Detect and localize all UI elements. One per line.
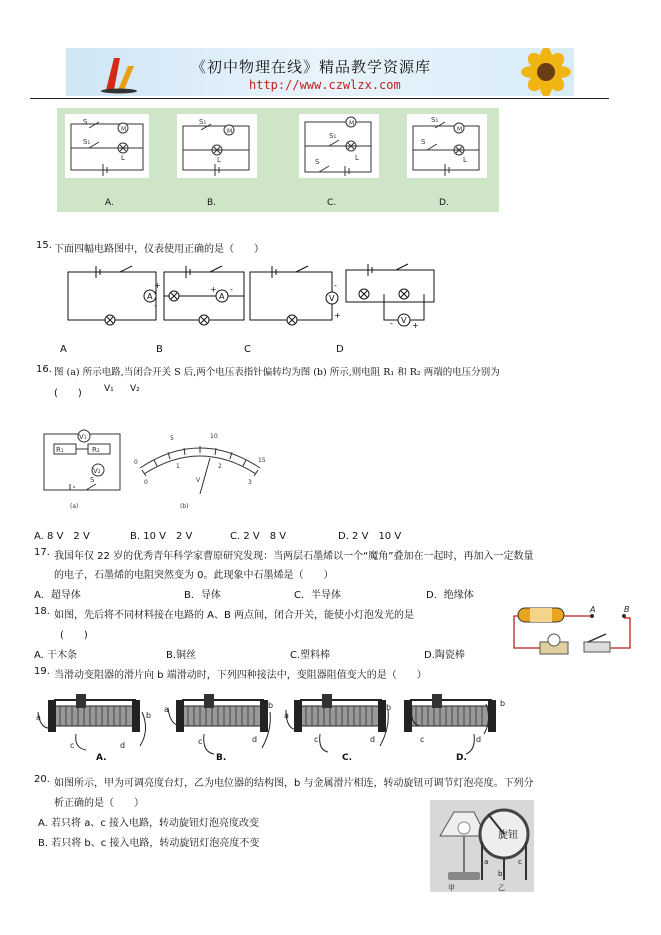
svg-text:d: d	[120, 741, 126, 750]
q15-option-d[interactable]: D	[336, 344, 344, 355]
svg-text:b: b	[498, 870, 503, 878]
svg-text:0: 0	[134, 459, 138, 466]
q18-option-c[interactable]: C.塑料棒	[290, 650, 331, 661]
svg-text:0: 0	[144, 479, 148, 486]
q16-v2: V₂	[130, 384, 140, 394]
q17-number: 17.	[34, 547, 50, 558]
svg-text:b: b	[146, 711, 152, 720]
svg-text:M: M	[121, 126, 127, 133]
q14-circuit-b	[177, 114, 257, 178]
svg-text:c: c	[70, 741, 75, 750]
svg-text:A: A	[590, 605, 596, 614]
q16-number: 16.	[36, 364, 52, 375]
q16-option-b[interactable]: B. 10 V 2 V	[130, 531, 193, 542]
q15-option-a[interactable]: A	[60, 344, 67, 355]
q15-number: 15.	[36, 240, 52, 251]
svg-text:L: L	[463, 156, 467, 164]
q16-v1: V₁	[104, 384, 114, 394]
header-banner	[66, 48, 574, 96]
svg-text:V: V	[401, 316, 407, 325]
q20-option-b[interactable]: B. 若只将 b、c 接入电路，转动旋钮灯泡亮度不变	[38, 838, 260, 849]
svg-text:b: b	[268, 701, 274, 710]
svg-text:-: -	[390, 319, 393, 328]
q14-option-c[interactable]: C.	[327, 198, 337, 208]
svg-text:旋钮: 旋钮	[498, 830, 518, 841]
svg-text:V: V	[329, 294, 335, 303]
svg-text:(a): (a)	[70, 503, 79, 510]
header-title: 《初中物理在线》精品教学资源库	[191, 58, 432, 76]
q17-option-b[interactable]: B．导体	[184, 590, 221, 601]
svg-text:R₂: R₂	[92, 446, 100, 454]
svg-text:+: +	[412, 321, 419, 330]
q18-option-d[interactable]: D.陶瓷棒	[424, 650, 465, 661]
svg-text:V₁: V₁	[79, 433, 87, 441]
q14-circuit-c	[299, 114, 379, 178]
svg-text:+: +	[334, 311, 341, 320]
q16-option-a[interactable]: A. 8 V 2 V	[34, 531, 90, 542]
svg-text:b: b	[386, 703, 392, 712]
q19-option-d[interactable]: D.	[456, 753, 467, 763]
q15-option-c[interactable]: C	[244, 344, 251, 355]
q20-line2: 析正确的是（ ）	[54, 798, 144, 809]
svg-text:L: L	[121, 154, 125, 162]
svg-text:M: M	[227, 128, 233, 135]
q16-text: 图 (a) 所示电路,当闭合开关 S 后,两个电压表指针偏转均为图 (b) 所示,则电阻 R₁ 和 R₂ 两端的电压分别为	[54, 367, 500, 378]
q16-line2: ( )	[54, 388, 82, 399]
svg-text:a: a	[36, 713, 41, 722]
q17-option-d[interactable]: D．绝缘体	[426, 590, 474, 601]
q16-option-c[interactable]: C. 2 V 8 V	[230, 531, 287, 542]
svg-text:+: +	[210, 285, 217, 294]
q17-text: 我国年仅 22 岁的优秀青年科学家曹原研究发现：当两层石墨烯以一个“魔角”叠加在一起时，再加入一定数量	[54, 551, 534, 562]
svg-text:A: A	[219, 292, 225, 301]
svg-text:10: 10	[210, 433, 218, 440]
svg-text:5: 5	[170, 435, 174, 442]
svg-text:+: +	[154, 281, 161, 290]
svg-text:d: d	[252, 735, 258, 744]
svg-text:-: -	[334, 281, 337, 290]
q17-option-c[interactable]: C．半导体	[294, 590, 341, 601]
svg-text:c: c	[518, 858, 522, 866]
svg-text:S₁: S₁	[199, 118, 207, 126]
q16-voltmeter-scale	[130, 424, 270, 510]
svg-text:1: 1	[176, 463, 180, 470]
svg-text:R₁: R₁	[56, 446, 64, 454]
svg-text:c: c	[314, 735, 319, 744]
q16-circuit-a	[40, 424, 130, 510]
header-divider	[30, 98, 609, 99]
q14-option-a[interactable]: A.	[105, 198, 114, 208]
q15-circuits	[60, 260, 440, 336]
q15-option-b[interactable]: B	[156, 344, 163, 355]
svg-text:S₁: S₁	[431, 116, 439, 124]
q20-option-a[interactable]: A. 若只将 a、c 接入电路，转动旋钮灯泡亮度改变	[38, 818, 260, 829]
svg-text:S: S	[90, 476, 95, 484]
q18-text: 如图，先后将不同材料接在电路的 A、B 两点间，闭合开关，能使小灯泡发光的是	[54, 610, 415, 621]
q19-rheostats	[36, 690, 516, 766]
svg-text:V₂: V₂	[93, 467, 101, 475]
q20-text: 如图所示，甲为可调亮度台灯，乙为电位器的结构图，b 与金属滑片相连，转动旋钮可调节灯泡亮度。下列分	[54, 778, 534, 789]
q14-circuit-d	[407, 114, 487, 178]
svg-text:S: S	[421, 138, 426, 146]
svg-text:(b): (b)	[180, 503, 189, 510]
svg-text:S: S	[315, 158, 320, 166]
svg-text:15: 15	[258, 457, 266, 464]
svg-text:L: L	[217, 156, 221, 164]
svg-text:d: d	[476, 735, 482, 744]
svg-text:b: b	[500, 699, 506, 708]
q14-figure-strip	[57, 108, 499, 212]
q14-option-b[interactable]: B.	[207, 198, 217, 208]
q18-number: 18.	[34, 606, 50, 617]
svg-text:d: d	[370, 735, 376, 744]
svg-text:M: M	[457, 126, 463, 133]
svg-text:a: a	[284, 711, 289, 720]
svg-text:S₁: S₁	[83, 138, 91, 146]
svg-text:c: c	[420, 735, 425, 744]
q20-number: 20.	[34, 774, 50, 785]
svg-text:c: c	[198, 737, 203, 746]
svg-text:-: -	[154, 301, 157, 310]
svg-text:2: 2	[218, 463, 222, 470]
q16-option-d[interactable]: D. 2 V 10 V	[338, 531, 402, 542]
svg-text:a: a	[164, 705, 169, 714]
svg-text:S₁: S₁	[329, 132, 337, 140]
header-url[interactable]: http://www.czwlzx.com	[249, 78, 401, 92]
q17-option-a[interactable]: A．超导体	[34, 590, 81, 601]
logo-icon	[96, 52, 142, 94]
svg-text:A: A	[147, 292, 153, 301]
q19-option-b[interactable]: B.	[216, 753, 227, 763]
svg-text:a: a	[406, 699, 411, 708]
q17-line2: 的电子，石墨烯的电阻突然变为 0。此现象中石墨烯是（ ）	[54, 570, 334, 581]
q19-option-a[interactable]: A.	[96, 753, 107, 763]
q18-circuit-photo	[512, 602, 638, 658]
svg-text:L: L	[355, 154, 359, 162]
q15-text: 下面四幅电路图中，仪表使用正确的是（ ）	[54, 244, 264, 255]
svg-text:S: S	[83, 118, 88, 126]
svg-text:-: -	[230, 285, 233, 294]
q19-text: 当滑动变阻器的滑片向 b 端滑动时，下列四种接法中，变阻器阻值变大的是（ ）	[54, 670, 427, 681]
svg-text:V: V	[196, 477, 201, 484]
svg-text:3: 3	[248, 479, 252, 486]
svg-text:a: a	[484, 858, 489, 866]
q14-circuit-a	[65, 114, 149, 178]
svg-text:甲: 甲	[448, 884, 455, 892]
q18-option-b[interactable]: B.铜丝	[166, 650, 197, 661]
svg-text:M: M	[349, 120, 355, 127]
sunflower-icon	[498, 48, 574, 96]
svg-text:乙: 乙	[498, 884, 505, 892]
q18-line2: ( )	[60, 630, 88, 641]
q14-option-d[interactable]: D.	[439, 198, 449, 208]
q18-option-a[interactable]: A. 干木条	[34, 650, 78, 661]
q20-lamp-potentiometer-figure	[430, 800, 534, 892]
q19-option-c[interactable]: C.	[342, 753, 353, 763]
q19-number: 19.	[34, 666, 50, 677]
svg-text:B: B	[624, 605, 630, 614]
